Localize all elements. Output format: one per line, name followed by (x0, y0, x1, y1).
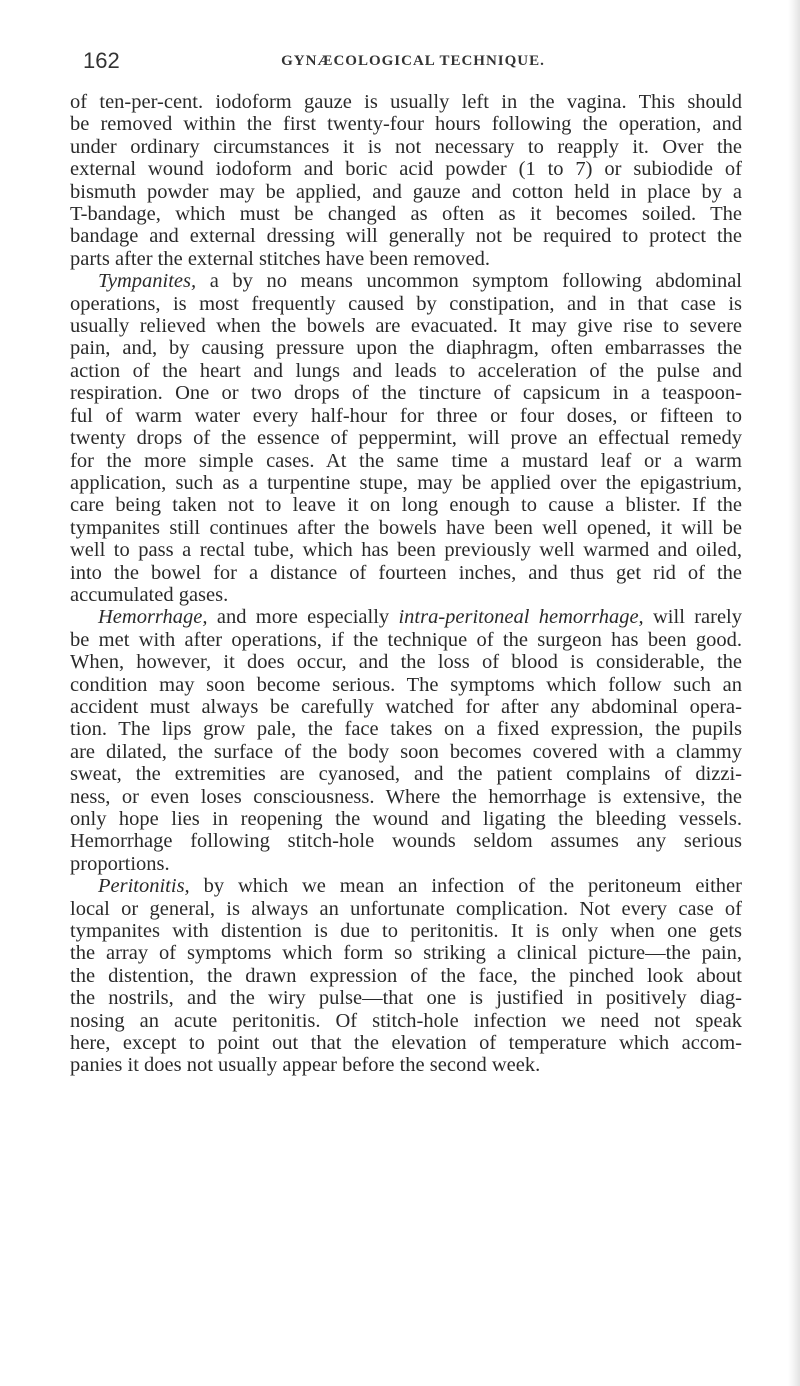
text-line: tympanites still continues after the bowels have been well opened, it will be (70, 516, 742, 539)
page-number: 162 (83, 48, 120, 73)
text-line: ful of warm water every half-hour for three or four doses, or fifteen to (70, 404, 742, 427)
paragraph-tympanites (70, 270, 742, 606)
term-tympanites: Tympanites, (98, 270, 197, 293)
text-line: ness, or even loses consciousness. Where the hemorrhage is extensive, the (70, 785, 742, 808)
text-line: operations, is most frequently caused by constipation, and in that case is (70, 292, 742, 315)
text-line: parts after the external stitches have been removed. (70, 247, 491, 270)
text-line: proportions. (70, 852, 170, 875)
text-line: Hemorrhage following stitch-hole wounds seldom assumes any serious (70, 830, 742, 853)
text-line: sweat, the extremities are cyanosed, and the patient complains of dizzi- (70, 763, 742, 786)
text-fragment: will rarely (643, 606, 742, 629)
text-line: action of the heart and lungs and leads to acceleration of the pulse and (70, 359, 742, 382)
text-fragment: a by no means uncommon symptom following abdominal (196, 270, 742, 293)
text-line: condition may soon become serious. The symptoms which follow such an (70, 673, 742, 696)
text-line: into the bowel for a distance of fourteen inches, and thus get rid of the (70, 561, 742, 584)
text-line: twenty drops of the essence of peppermint, will prove an effectual remedy (70, 427, 742, 450)
paragraph-hemorrhage (70, 606, 742, 875)
text-line: usually relieved when the bowels are evacuated. It may give rise to severe (70, 315, 742, 338)
text-line: the array of symptoms which form so striking a clinical picture—the pain, (70, 942, 742, 965)
text-line: the distention, the drawn expression of the face, the pinched look about (70, 964, 742, 987)
text-line: respiration. One or two drops of the tincture of capsicum in a teaspoon- (70, 382, 742, 405)
text-line: are dilated, the surface of the body soon becomes covered with a clammy (70, 740, 742, 763)
text-line: only hope lies in reopening the wound and ligating the bleeding vessels. (70, 808, 742, 830)
text-line: be removed within the first twenty-four hours following the operation, and (70, 113, 742, 136)
text-line: local or general, is always an unfortunate complication. Not every case of (70, 897, 742, 920)
text-line: for the more simple cases. At the same time a mustard leaf or a warm (70, 449, 742, 472)
term-hemorrhage: Hemorrhage, (98, 606, 208, 629)
text-line: external wound iodoform and boric acid powder (1 to 7) or subiodide of (70, 158, 742, 181)
text-fragment: by which we mean an infection of the peritoneum either (189, 875, 742, 898)
text-line: T-bandage, which must be changed as often as it becomes soiled. The (70, 203, 742, 226)
running-head: GYNÆCOLOGICAL TECHNIQUE. (281, 53, 545, 69)
text-line (70, 875, 742, 897)
scan-page-edge (788, 0, 800, 1386)
page-header (83, 46, 743, 76)
term-intra-peritoneal-hemorrhage: intra-peritoneal hemorrhage, (398, 606, 644, 629)
paragraph-dressing (70, 91, 742, 270)
text-line (70, 270, 742, 292)
text-line: well to pass a rectal tube, which has been previously well warmed and oiled, (70, 539, 742, 562)
term-peritonitis: Peritonitis, (98, 875, 190, 898)
text-line: bandage and external dressing will generally not be required to protect the (70, 225, 742, 248)
text-line: of ten-per-cent. iodoform gauze is usually left in the vagina. This should (70, 91, 742, 113)
text-line: here, except to point out that the elevation of temperature which accom- (70, 1032, 742, 1055)
text-line: accident must always be carefully watched for after any abdominal opera- (70, 695, 742, 718)
text-fragment: and more especially (207, 606, 399, 629)
text-line: be met with after operations, if the technique of the surgeon has been good. (70, 628, 742, 651)
text-line (70, 606, 742, 628)
body-text (70, 91, 742, 1077)
text-line: tion. The lips grow pale, the face takes on a fixed expression, the pupils (70, 718, 742, 741)
text-line: nosing an acute peritonitis. Of stitch-hole infection we need not speak (70, 1009, 742, 1032)
text-line: When, however, it does occur, and the loss of blood is considerable, the (70, 651, 742, 674)
text-line: panies it does not usually appear before the second week. (70, 1054, 541, 1077)
text-line: accumulated gases. (70, 583, 229, 606)
paragraph-peritonitis (70, 875, 742, 1077)
text-line: care being taken not to leave it on long enough to cause a blister. If the (70, 494, 742, 517)
text-line: bismuth powder may be applied, and gauze and cotton held in place by a (70, 180, 742, 203)
text-line: pain, and, by causing pressure upon the diaphragm, often embarrasses the (70, 337, 742, 360)
text-line: under ordinary circumstances it is not necessary to reapply it. Over the (70, 135, 742, 158)
text-line: the nostrils, and the wiry pulse—that one is justified in positively diag- (70, 987, 742, 1010)
text-line: application, such as a turpentine stupe, may be applied over the epigastrium, (70, 471, 742, 494)
text-line: tympanites with distention is due to peritonitis. It is only when one gets (70, 920, 742, 943)
